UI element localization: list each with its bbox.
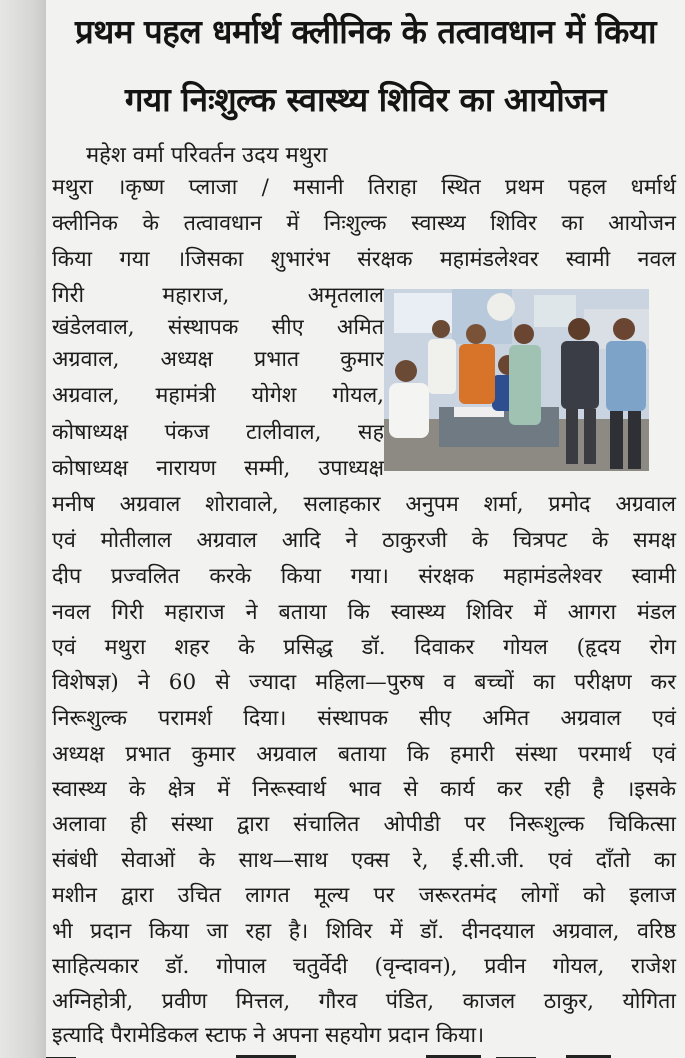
byline: महेश वर्मा परिवर्तन उदय मथुरा: [86, 143, 328, 168]
body-line: अग्निहोत्री, प्रवीण मित्तल, गौरव पंडित, काजल ठाकुर, योगिता: [52, 989, 676, 1014]
body-line: साहित्यकार डॉ. गोपाल चतुर्वेदी (वृन्दावन), प्रवीन गोयल, राजेश: [52, 954, 676, 979]
body-line: संबंधी सेवाओं के साथ—साथ एक्स रे, ई.सी.जी. एवं दाँतो का: [52, 848, 676, 873]
body-line: क्लीनिक के तत्वावधान में निःशुल्क स्वास्थ्य शिविर का आयोजन: [52, 211, 676, 236]
health-camp-photo-graphic: [384, 289, 649, 471]
body-line: मनीष अग्रवाल शोरावाले, सलाहकार अनुपम शर्मा, प्रमोद अग्रवाल: [52, 492, 676, 517]
headline-line-1: प्रथम पहल धर्मार्थ क्लीनिक के तत्वावधान में किया: [74, 12, 657, 51]
page-margin: [0, 0, 46, 1058]
newspaper-clipping: [46, 0, 685, 1058]
body-line: मथुरा ।कृष्ण प्लाजा / मसानी तिराहा स्थित प्रथम पहल धर्मार्थ: [52, 175, 676, 200]
body-line: अध्यक्ष प्रभात कुमार अग्रवाल बताया कि हमारी संस्था परमार्थ एवं: [52, 742, 676, 767]
body-line: दीप प्रज्वलित करके किया गया। संरक्षक महामंडलेश्वर स्वामी: [52, 564, 676, 589]
body-line: भी प्रदान किया जा रहा है। शिविर में डॉ. दीनदयाल अग्रवाल, वरिष्ठ: [52, 919, 676, 944]
health-camp-photo: [384, 289, 649, 471]
body-line: एवं मोतीलाल अग्रवाल आदि ने ठाकुरजी के चित्रपट के समक्ष: [52, 528, 676, 553]
body-line: कोषाध्यक्ष पंकज टालीवाल, सह: [52, 420, 384, 445]
body-line: मशीन द्वारा उचित लागत मूल्य पर जरूरतमंद लोगों को इलाज: [52, 883, 676, 908]
body-line: अग्रवाल, महामंत्री योगेश गोयल,: [52, 383, 384, 408]
body-line: नवल गिरी महाराज ने बताया कि स्वास्थ्य शिविर में आगरा मंडल: [52, 600, 676, 625]
body-line: विशेषज्ञ) ने 60 से ज्यादा महिला—पुरुष व बच्चों का परीक्षण कर: [52, 670, 676, 695]
body-line: किया गया ।जिसका शुभारंभ संरक्षक महामंडलेश्वर स्वामी नवल: [52, 247, 676, 272]
body-line: अग्रवाल, अध्यक्ष प्रभात कुमार: [52, 347, 384, 372]
body-line: अलावा ही संस्था द्वारा संचालित ओपीडी पर निरूशुल्क चिकित्सा: [52, 812, 676, 837]
body-line: गिरी महाराज, अमृतलाल: [52, 283, 384, 308]
body-line: खंडेलवाल, संस्थापक सीए अमित: [52, 315, 384, 340]
next-article-edge: [46, 1046, 685, 1058]
body-line: निरूशुल्क परामर्श दिया। संस्थापक सीए अमित अग्रवाल एवं: [52, 706, 676, 731]
headline-line-2: गया निःशुल्क स्वास्थ्य शिविर का आयोजन: [124, 80, 607, 119]
body-line: स्वास्थ्य के क्षेत्र में निरूस्वार्थ भाव से कार्य कर रही है ।इसके: [52, 777, 676, 802]
body-line: एवं मथुरा शहर के प्रसिद्ध डॉ. दिवाकर गोयल (हृदय रोग: [52, 635, 676, 660]
body-line: इत्यादि पैरामेडिकल स्टाफ ने अपना सहयोग प्रदान किया।: [52, 1023, 485, 1048]
body-line: कोषाध्यक्ष नारायण सम्मी, उपाध्यक्ष: [52, 456, 384, 481]
